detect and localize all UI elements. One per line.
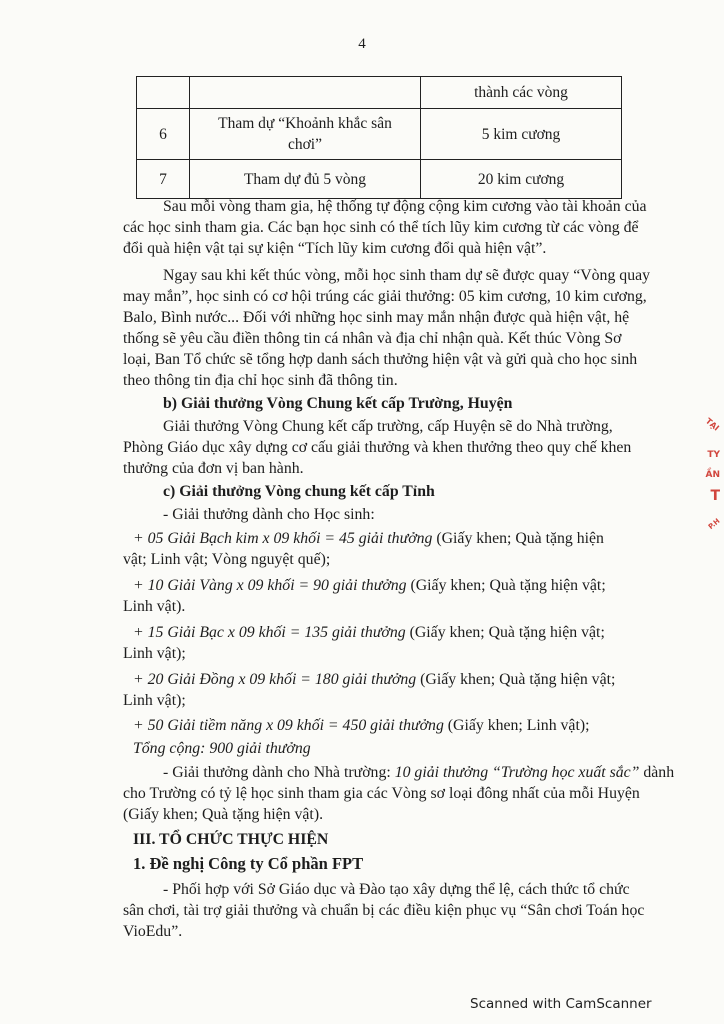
para3-line: Phòng Giáo dục xây dựng cơ cấu giải thưởng và khen thưởng theo quy chế khen xyxy=(123,439,632,456)
table-cell-activity xyxy=(190,77,421,109)
section-heading: III. TỔ CHỨC THỰC HIỆN xyxy=(133,831,329,848)
award-line: Linh vật); xyxy=(123,692,186,709)
activity-line: chơi” xyxy=(287,136,322,153)
school-award-lead: - Giải thưởng dành cho Nhà trường: xyxy=(163,764,395,781)
para2-line: Balo, Bình nước... Đối với những học sinh may mắn nhận được quà hiện vật, hệ xyxy=(123,309,630,326)
award-line: Linh vật); xyxy=(123,645,186,662)
award-count: + 10 Giải Vàng x 09 khối = 90 giải thưởng xyxy=(133,577,407,594)
award-line xyxy=(133,622,724,644)
award-count: + 15 Giải Bạc x 09 khối = 135 giải thưởng xyxy=(133,624,406,641)
para2-line: Ngay sau khi kết thúc vòng, mỗi học sinh tham dự sẽ được quay “Vòng quay xyxy=(163,267,651,284)
school-award-count: 10 giải thưởng “Trường học xuất sắc” xyxy=(394,764,640,781)
table-cell-activity: Tham dự đủ 5 vòng xyxy=(190,160,421,199)
page-number: 4 xyxy=(358,36,366,52)
para3-line: thưởng của đơn vị ban hành. xyxy=(123,460,304,477)
stamp-text: T xyxy=(710,488,720,504)
stamp-text: TY xyxy=(707,450,720,460)
table-cell-reward: 20 kim cương xyxy=(421,160,622,199)
table-row xyxy=(137,160,622,199)
reward-table xyxy=(136,76,622,199)
school-award-line: cho Trường có tỷ lệ học sinh tham gia các Vòng sơ loại đông nhất của mỗi Huyện xyxy=(123,785,640,802)
award-items: (Giấy khen; Quà tặng hiện vật; xyxy=(405,624,605,641)
table-cell-no: 6 xyxy=(137,109,190,160)
para2-line: may mắn”, học sinh có cơ hội trúng các giải thưởng: 05 kim cương, 10 kim cương, xyxy=(123,288,647,305)
award-count: + 20 Giải Đồng x 09 khối = 180 giải thưởng xyxy=(133,671,417,688)
heading-c: c) Giải thưởng Vòng chung kết cấp Tỉnh xyxy=(163,483,435,500)
activity-line: Tham dự “Khoảnh khắc sân xyxy=(218,115,392,132)
para1-line: đổi quà hiện vật tại sự kiện “Tích lũy kim cương đổi quà hiện vật”. xyxy=(123,240,547,257)
award-line xyxy=(133,669,724,691)
award-line xyxy=(133,575,724,597)
award-items: (Giấy khen; Quà tặng hiện vật; xyxy=(416,671,616,688)
school-award-line xyxy=(163,762,675,784)
para4-line: sân chơi, tài trợ giải thưởng và chuẩn bị các điều kiện phục vụ “Sân chơi Toán học xyxy=(123,902,645,919)
heading-b: b) Giải thưởng Vòng Chung kết cấp Trường, Huyện xyxy=(163,395,513,412)
para3-line: Giải thưởng Vòng Chung kết cấp trường, cấp Huyện sẽ do Nhà trường, xyxy=(163,418,613,435)
table-cell-activity xyxy=(190,109,421,160)
red-stamp-fragment xyxy=(684,416,724,550)
award-items: (Giấy khen; Quà tặng hiện vật; xyxy=(406,577,606,594)
table-row xyxy=(137,109,622,160)
award-items: (Giấy khen; Quà tặng hiện xyxy=(432,530,604,547)
award-line: vật; Linh vật; Vòng nguyệt quế); xyxy=(123,551,331,568)
table-cell-reward: thành các vòng xyxy=(421,77,622,109)
para2-line: thống sẽ yêu cầu điền thông tin cá nhân và địa chỉ nhận quà. Kết thúc Vòng Sơ xyxy=(123,330,622,347)
para4-line: - Phối hợp với Sở Giáo dục và Đào tạo xây dựng thể lệ, cách thức tổ chức xyxy=(163,881,630,898)
table-cell-reward: 5 kim cương xyxy=(421,109,622,160)
award-count: + 50 Giải tiềm năng x 09 khối = 450 giải thưởng xyxy=(133,717,444,734)
table-cell-no xyxy=(137,77,190,109)
award-items: (Giấy khen; Linh vật); xyxy=(443,717,590,734)
table-row xyxy=(137,77,622,109)
scanner-watermark: Scanned with CamScanner xyxy=(470,996,652,1012)
para2-line: theo thông tin địa chỉ học sinh đã thông tin. xyxy=(123,372,398,389)
stamp-text: ẦN xyxy=(705,470,720,480)
para4-line: VioEdu”. xyxy=(123,923,183,940)
school-award-line: (Giấy khen; Quà tặng hiện vật). xyxy=(123,806,324,823)
awards-total: Tổng cộng: 900 giải thưởng xyxy=(133,740,311,757)
student-awards-intro: - Giải thưởng dành cho Học sinh: xyxy=(163,506,375,523)
stamp-text: P.H xyxy=(706,516,722,532)
subsection-heading: 1. Đề nghị Công ty Cổ phần FPT xyxy=(133,854,364,873)
award-count: + 05 Giải Bạch kim x 09 khối = 45 giải thưởng xyxy=(133,530,433,547)
award-line xyxy=(133,715,724,737)
para1-line: Sau mỗi vòng tham gia, hệ thống tự động cộng kim cương vào tài khoản của xyxy=(163,198,647,215)
para2-line: loại, Ban Tổ chức sẽ tổng hợp danh sách thưởng hiện vật và gửi quà cho học sinh xyxy=(123,351,638,368)
stamp-text: TẠI xyxy=(704,416,722,433)
award-line xyxy=(133,528,724,550)
para1-line: các học sinh tham gia. Các bạn học sinh có thể tích lũy kim cương từ các vòng để xyxy=(123,219,639,236)
school-award-tail: dành xyxy=(639,764,675,781)
award-line: Linh vật). xyxy=(123,598,186,615)
table-cell-no: 7 xyxy=(137,160,190,199)
